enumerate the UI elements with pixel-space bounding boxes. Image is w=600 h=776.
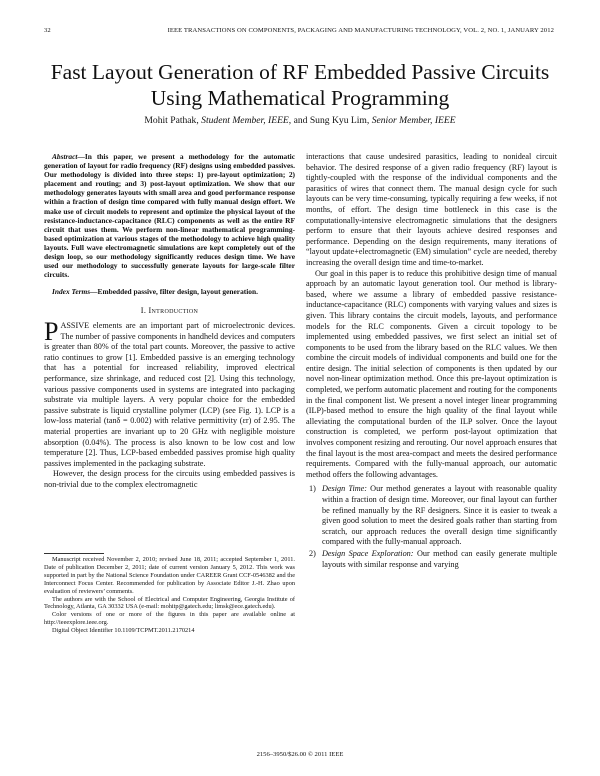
abstract-text: In this paper, we present a methodology for the automatic generation of layout for radio frequency (RF) designs using embedded passives. Our methodology is divided into three steps: 1) pre-layout optimization; 2) placement and routing; and 3) post-layout optimization. We show that our methodology generates layouts with small area and good performance response within a fraction of design time compared with fully manual design effort. We make use of circuit models to represent and optimize the physical layout of the resistance-inductance-capacitance (RLC) components as well as the entire RF circuit that uses them. We perform non-linear mathematical programming-based optimization at various stages of the methodology to achieve high quality layouts. Full wave electromagnetic simulations are kept completely out of the design loop, so our methodology significantly reduces design time. We have used our methodology to successfully generate layouts for large-scale filter circuits. [44,152,295,280]
section-heading-introduction: I. Introduction [140,306,199,316]
author-1-role: Student Member, IEEE [201,115,289,126]
intro-paragraph-1 [44,317,295,469]
author-line [30,115,570,126]
footnotes [44,556,295,635]
contribution-list [306,484,557,570]
author-connector: , and Sung Kyu Lim, [288,115,372,126]
footnote-color: Color versions of one or more of the figures in this paper are available online at http://ieeexplore.ieee.org. [44,611,295,627]
copyright-footer: 2156–3950/$26.00 © 2011 IEEE [256,751,344,758]
left-column [44,152,295,491]
right-column [306,152,557,571]
intro-paragraph-2-continued: interactions that cause undesired parasitics, leading to nonideal circuit behavior. The desired response of a given radio frequency (RF) layout is tightly-coupled with the response of the individual components and the parasitics of wires that connect them. The manual design cycle for such layouts can be very time-consuming, typically requiring a few weeks, if not months, of effort. The design time bottleneck in this case is the computationally-intensive electromagnetic simulations that the designers perform to ensure that their layouts achieve desired responses and performance. Depending on the design requirements, many iterations of “layout update+electromagnetic (EM) simulation” cycle are needed, thereby increasing the overall design time and time-to-market. [306,152,557,267]
index-terms-text: Embedded passive, filter design, layout generation. [97,287,258,297]
abstract [44,152,295,279]
drop-cap: P [44,317,59,346]
index-terms-lead: Index Terms— [52,287,98,297]
footnote-doi: Digital Object Identifier 10.1109/TCPMT.2011.2170214 [52,627,195,635]
running-head: IEEE TRANSACTIONS ON COMPONENTS, PACKAGING AND MANUFACTURING TECHNOLOGY, VOL. 2, NO. 1, JANUARY 2012 [167,27,554,34]
paper-title: Fast Layout Generation of RF Embedded Passive Circuits Using Mathematical Programming [50,60,550,110]
abstract-lead: Abstract— [52,152,85,161]
intro-paragraph-1-text: ASSIVE elements are an important part of microelectronic devices. The number of passive components in handheld devices and computers is greater than 80% of the total part counts. Moreover, the passive to active ratio continues to grow [1]. Embedded passive is an emerging technology that has a potential for increased reliability, improved electrical performance, size shrinkage, and reduced cost [2]. Using this technology, various passive components used in systems are integrated into packaging substrate via multiple layers. A very popular choice for the embedded passive substrate is liquid crystalline polymer (LCP) (see Fig. 1). LCP is a low-loss material (tanδ = 0.002) with relative permittivity (εr) of 2.95. The material properties are invariant up to 20 GHz with negligible moisture absorption (0.04%). The process is also known to be low cost and low temperature [2]. Thus, LCP-based embedded passives promise high quality passives implemented in the packaging substrate. [44,321,295,468]
intro-paragraph-2: However, the design process for the circuits using embedded passives is non-trivial due to the complex electromagnetic [44,469,295,489]
list-item: 1) Design Time: Our method generates a layout with reasonable quality within a fraction of design time. Moreover, our final layout can further be refined manually by the RF designers. Since it is easier to tweak a given good solution to meet the desired goals rather than starting from scratch, our approach reduces the overall design time significantly compared with the fully-manual approach. [309,484,557,547]
running-header [44,27,554,37]
author-1: Mohit Pathak, [144,115,202,126]
footnote-manuscript: Manuscript received November 2, 2010; revised June 18, 2011; accepted September 1, 2011. Date of publication December 2, 2011; date of current version January 5, 2012. This work was supported in part by the National Science Foundation under CAREER Grant CCF-0546382 and the Interconnect Focus Center. Recommended for publication by Associate Editor J.-H. Zhao upon evaluation of reviewers’ comments. [44,556,295,595]
footnote-rule [44,553,104,554]
index-terms [44,287,295,296]
author-2-role: Senior Member, IEEE [371,115,456,126]
page-number: 32 [44,27,51,34]
list-item: 2) Design Space Exploration: Our method can easily generate multiple layouts with similar response and varying [309,548,557,569]
footnote-affiliation: The authors are with the School of Electrical and Computer Engineering, Georgia Institute of Technology, Atlanta, GA 30332 USA (e-mail: mohitp@gatech.edu; limsk@ece.gatech.edu). [44,595,295,611]
intro-paragraph-3: Our goal in this paper is to reduce this prohibitive design time of manual approach by an automatic layout generation tool. Our method is library-based, where we assume a library of embedded passive resistance-inductance-capacitance (RLC) components with varying values and sizes is given. This library contains the circuit models, layouts, and performance models for the RLC components. Given a circuit topology to be implemented using embedded passives, we first select an initial set of components to be used from the library based on the RLC values. We then combine the circuit models of individual components and build one for the entire design. The initial selection of components is then updated by our novel non-linear optimization method. Once this pre-layout optimization is completed, we perform automatic placement and routing for the components in the final component list. We present a novel integer linear programming (ILP)-based method to ensure the high quality of the final layout while alleviating the computational burden of the ILP solver. Once the layout construction is completed, we perform post-layout optimization that involves component resizing and rerouting. Our novel approach ensures that the final layout is the most area-compact and meets the desired performance requirements. Compared with the fully-manual approach, our automatic method offers the following advantages. [306,268,557,479]
